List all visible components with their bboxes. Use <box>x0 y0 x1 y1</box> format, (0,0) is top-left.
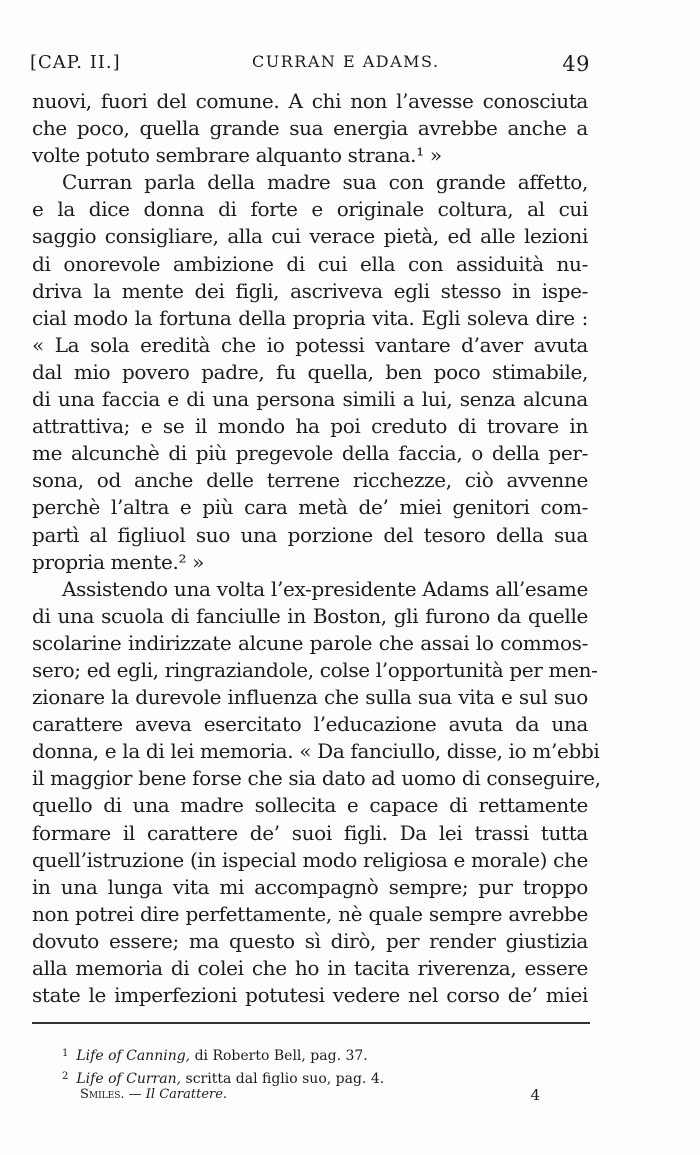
text-line: volte potuto sembrare alquanto strana.¹ » <box>32 143 442 168</box>
footnote-title: Life of Curran, <box>76 1070 182 1087</box>
signature-number: 4 <box>530 1086 540 1104</box>
footnote <box>62 1044 562 1067</box>
text-line: quello di una madre sollecita e capace di rettamente <box>32 793 588 818</box>
text-line: zionare la durevole influenza che sulla sua vita e sul suo <box>32 685 588 710</box>
text-line: carattere aveva esercitato l’educazione avuta da una <box>32 712 588 737</box>
text-line: me alcunchè di più pregevole della faccia, o della per- <box>32 441 588 466</box>
text-line: donna, e la di lei memoria. « Da fanciullo, disse, io m’ebbi <box>32 739 600 764</box>
signature-text: Smiles. — Il Carattere. <box>80 1087 228 1102</box>
chapter-label: [CAP. II.] <box>30 52 121 73</box>
text-line: « La sola eredità che io potessi vantare d’aver avuta <box>32 332 588 357</box>
text-line: sero; ed egli, ringraziandole, colse l’opportunità per men- <box>32 657 598 682</box>
running-title: CURRAN E ADAMS. <box>252 52 440 71</box>
text-line: il maggior bene forse che sia dato ad uomo di conseguire, <box>32 766 601 791</box>
footnote-title: Life of Canning, <box>76 1048 191 1064</box>
text-line: dal mio povero padre, fu quella, ben poco stimabile, <box>32 359 588 384</box>
page-number: 49 <box>562 52 590 76</box>
text-line: attrattiva; e se il mondo ha poi creduto di trovare in <box>32 414 588 439</box>
footnote-mark: 1 <box>62 1048 69 1059</box>
text-line: scolarine indirizzate alcune parole che assai lo commos- <box>32 630 588 655</box>
text-line: di onorevole ambizione di cui ella con assiduità nu- <box>32 251 588 276</box>
text-line: saggio consigliare, alla cui verace pietà, ed alle lezioni <box>32 224 588 249</box>
text-line: non potrei dire perfettamente, nè quale sempre avrebbe <box>32 901 588 926</box>
text-line: nuovi, fuori del comune. A chi non l’avesse conosciuta <box>32 89 588 113</box>
text-line: propria mente.² » <box>32 549 205 574</box>
text-line: alla memoria di colei che ho in tacita riverenza, essere <box>32 956 588 980</box>
footnote-rule <box>32 1022 590 1024</box>
text-line: di una faccia e di una persona simili a lui, senza alcuna <box>32 387 588 412</box>
text-line: state le imperfezioni potutesi vedere nel corso de’ miei <box>32 983 588 1008</box>
text-line: e la dice donna di forte e originale coltura, al cui <box>32 197 588 222</box>
footnote-text: di Roberto Bell, pag. 37. <box>190 1048 368 1064</box>
text-line: sona, od anche delle terrene ricchezze, ciò avvenne <box>32 468 588 493</box>
text-line: Curran parla della madre sua con grande affetto, <box>62 170 588 195</box>
text-line: driva la mente dei figli, ascriveva egli stesso in ispe- <box>32 278 588 303</box>
text-line: in una lunga vita mi accompagnò sempre; pur troppo <box>32 874 588 899</box>
text-line: quell’istruzione (in ispecial modo religiosa e morale) che <box>32 847 588 872</box>
footnote-text: scritta dal figlio suo, pag. 4. <box>181 1070 385 1087</box>
text-line: dovuto essere; ma questo sì dirò, per render giustizia <box>32 928 588 953</box>
running-header <box>30 52 590 82</box>
footnote-mark: 2 <box>62 1070 69 1082</box>
text-line: Assistendo una volta l’ex-presidente Adams all’esame <box>62 576 588 601</box>
text-line: che poco, quella grande sua energia avrebbe anche a <box>32 116 588 141</box>
text-line: cial modo la fortuna della propria vita. Egli soleva dire : <box>32 305 588 330</box>
printer-signature <box>80 1085 540 1105</box>
text-line: perchè l’altra e più cara metà de’ miei genitori com- <box>32 495 588 520</box>
text-line: partì al figliuol suo una porzione del tesoro della sua <box>32 522 588 547</box>
text-line: formare il carattere de’ suoi figli. Da lei trassi tutta <box>32 820 588 845</box>
footnotes <box>62 1044 562 1089</box>
body-text <box>32 88 601 1009</box>
text-line: di una scuola di fanciulle in Boston, gli furono da quelle <box>32 603 588 628</box>
